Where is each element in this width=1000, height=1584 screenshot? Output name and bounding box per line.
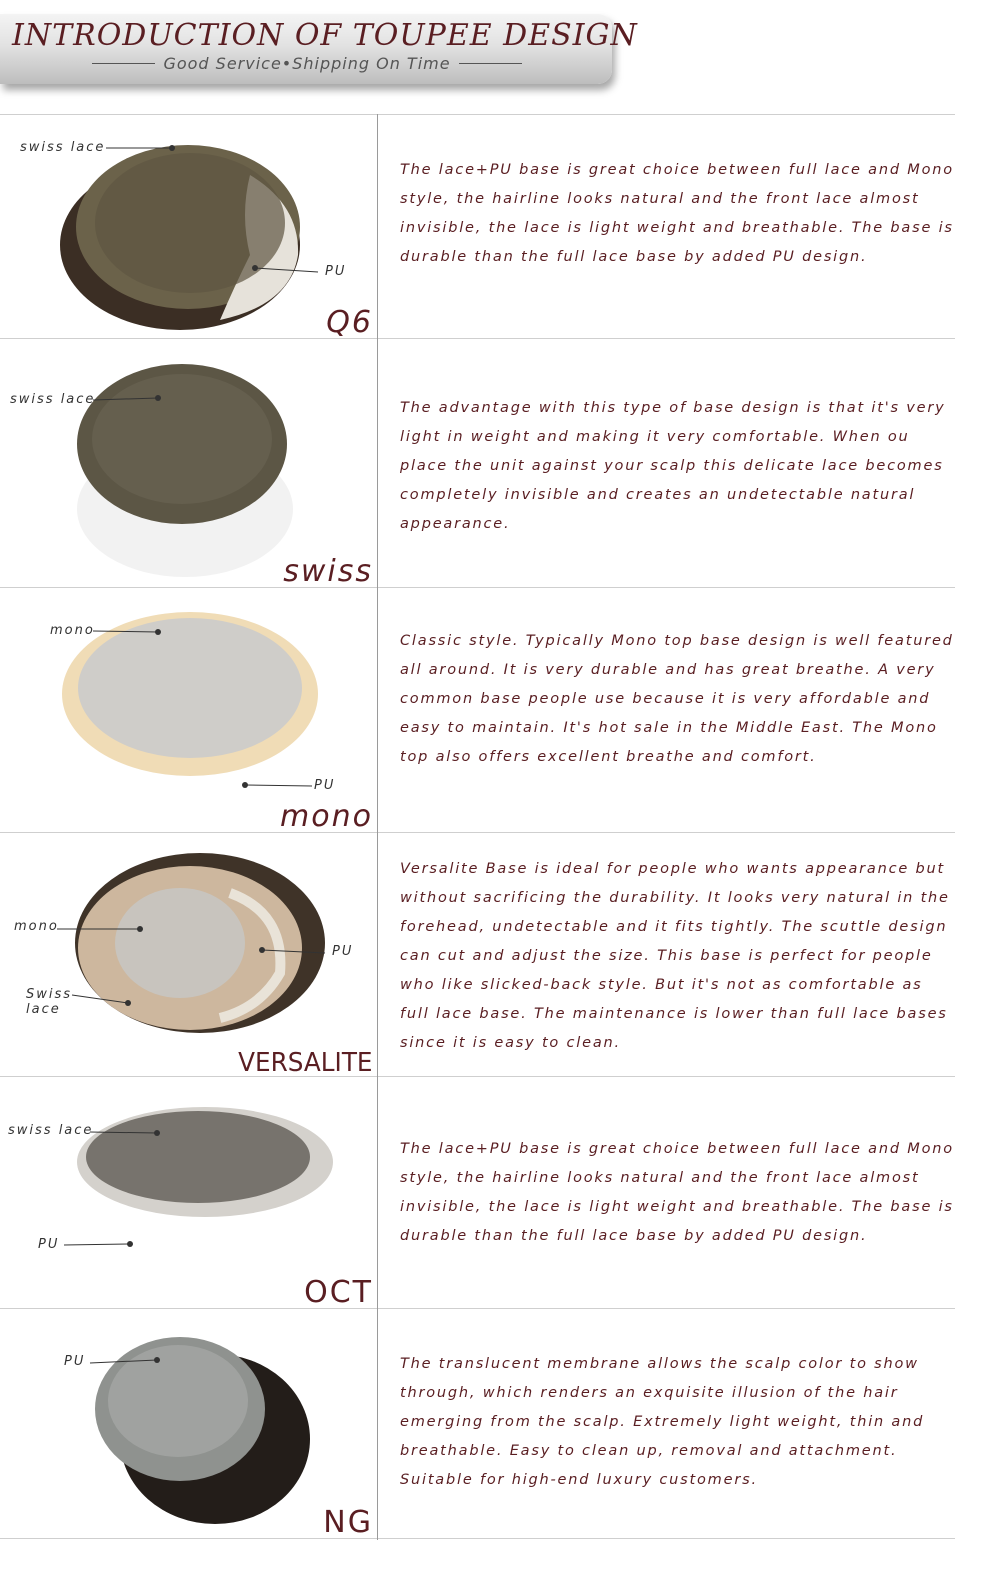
callout-pu: PU (64, 1354, 86, 1369)
base-name-mono: mono (280, 799, 373, 832)
versalite-base-illustration (0, 833, 377, 1076)
callout-pu: PU (38, 1237, 60, 1252)
callout-mono: mono (14, 919, 59, 934)
page-subtitle (92, 54, 522, 73)
ng-base-illustration (0, 1309, 377, 1538)
mono-image (0, 588, 377, 832)
base-name-q6: Q6 (326, 305, 373, 338)
subtitle-text: Good Service•Shipping On Time (163, 54, 451, 73)
column-divider (377, 114, 378, 1540)
callout-pu: PU (332, 944, 354, 959)
oct-image (0, 1077, 377, 1308)
subtitle-rule-left (92, 63, 155, 64)
callout-mono: mono (50, 623, 95, 638)
description-mono: Classic style. Typically Mono top base design is well featured all around. It is very durable and has great breathe. A very common base people use because it is very affordable and easy to maintain. It's hot sale in the Middle East. The Mono top also offers excellent breathe and comfort. (400, 633, 954, 765)
versalite-image (0, 833, 377, 1076)
swiss-image (0, 339, 377, 587)
callout-pu: PU (325, 264, 347, 279)
description-swiss: The advantage with this type of base design is that it's very light in weight and making it very comfortable. When ou place the unit against your scalp this delicate lace becomes completely invisible and creates an undetectable natural appearance. (400, 400, 946, 532)
ng-image (0, 1309, 377, 1538)
callout-swiss-lace: swiss lace (20, 140, 106, 155)
base-name-oct: OCT (304, 1275, 373, 1308)
base-name-swiss: swiss (283, 554, 373, 587)
description-q6: The lace+PU base is great choice between full lace and Mono style, the hairline looks natural and the front lace almost invisible, the lace is light weight and breathable. The base is durable than the full lace base by added PU design. (400, 162, 954, 265)
description-oct: The lace+PU base is great choice between full lace and Mono style, the hairline looks natural and the front lace almost invisible, the lace is light weight and breathable. The base is durable than the full lace base by added PU design. (400, 1141, 954, 1244)
q6-image (0, 115, 377, 338)
swiss-base-illustration (0, 339, 377, 587)
row-separator (0, 1538, 955, 1539)
subtitle-rule-right (459, 63, 522, 64)
page-title: INTRODUCTION OF TOUPEE DESIGN (12, 18, 638, 53)
header-banner (0, 14, 638, 84)
callout-swiss-lace: swiss lace (8, 1123, 94, 1138)
description-ng: The translucent membrane allows the scalp color to show through, which renders an exquisite illusion of the hair emerging from the scalp. Extremely light weight, thin and breathable. Easy to clean up, removal and attachment. Suitable for high-end luxury customers. (400, 1356, 925, 1488)
oct-base-illustration (0, 1077, 377, 1308)
description-versalite: Versalite Base is ideal for people who wants appearance but without sacrificing the durability. It looks very natural in the forehead, undetectable and it fits tightly. The scuttle design can cut and adjust the size. This base is perfect for people who like slicked-back style. But it's not as comfortable as full lace base. The maintenance is lower than full lace bases since it is easy to clean. (400, 861, 950, 1051)
callout-swiss-lace: swiss lace (10, 392, 96, 407)
callout-pu: PU (314, 778, 336, 793)
base-name-ng: NG (323, 1505, 373, 1538)
base-name-versalite: VERSALITE (238, 1048, 373, 1076)
callout-swiss-lace: Swiss lace (26, 987, 73, 1017)
